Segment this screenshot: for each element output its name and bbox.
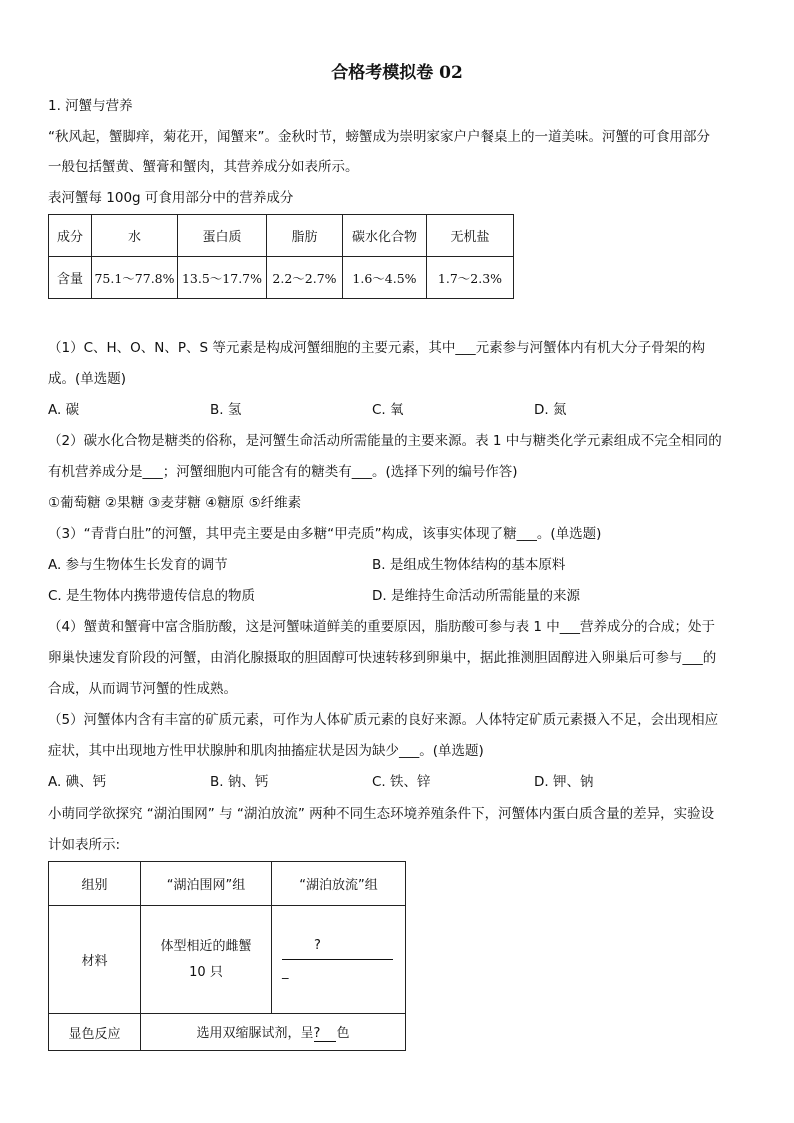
table-cell: 材料 [49,906,141,1014]
reaction-text: 选用双缩脲试剂，呈 [196,1026,314,1041]
option-d: D. 氮 [534,402,567,418]
option-a: A. 碳 [48,402,80,418]
option-b: B. 是组成生物体结构的基本原料 [372,557,566,573]
intro-text: “秋风起，蟹脚痒，菊花开，闻蟹来”。金秋时节，螃蟹成为崇明家家户户餐桌上的一道美味。河蟹的可食用部分 [48,129,710,145]
material-count: 10 只 [189,964,223,980]
subquestion-1: 成。(单选题) [48,371,127,387]
page-title: 合格考模拟卷 02 [331,63,463,83]
table-cell: 含量 [49,257,92,299]
table-caption: 表河蟹每 100g 可食用部分中的营养成分 [48,190,294,206]
table-header-cell: 组别 [49,862,141,906]
subquestion-5: 症状，其中出现地方性甲状腺肿和肌肉抽搐症状是因为缺少___。(单选题) [48,743,484,759]
table-header-cell: 蛋白质 [178,215,267,257]
intro-text: 一般包括蟹黄、蟹膏和蟹肉，其营养成分如表所示。 [48,159,359,175]
table-cell: 显色反应 [49,1014,141,1051]
option-a: A. 参与生物体生长发育的调节 [48,557,228,573]
table-cell: 75.1～77.8% [92,257,178,299]
subquestion-2: （2）碳水化合物是糖类的俗称，是河蟹生命活动所需能量的主要来源。表 1 中与糖类化学元素组成不完全相同的 [48,433,722,449]
table-cell: 1.6～4.5% [343,257,427,299]
option-d: D. 钾、钠 [534,774,594,790]
material-text: 体型相近的雌蟹 [160,938,252,954]
option-d: D. 是维持生命活动所需能量的来源 [372,588,580,604]
option-b: B. 氢 [210,402,242,418]
subquestion-4: （4）蟹黄和蟹膏中富含脂肪酸，这是河蟹味道鲜美的重要原因，脂肪酸可参与表 1 中___营养成分的合成；处于 [48,619,716,635]
option-c: C. 是生物体内携带遗传信息的物质 [48,588,256,604]
table-cell: 2.2～2.7% [267,257,343,299]
reaction-text: 色 [336,1026,350,1041]
table-header-cell: 成分 [49,215,92,257]
table-header-cell: 碳水化合物 [343,215,427,257]
table-cell: 1.7～2.3% [427,257,514,299]
question-heading: 1. 河蟹与营养 [48,98,133,114]
answer-blank-tail: _ [282,965,289,980]
table-header-cell: 水 [92,215,178,257]
option-b: B. 钠、钙 [210,774,269,790]
table-header-cell: “湖泊放流”组 [272,862,406,906]
subquestion-3: （3）“青背白肚”的河蟹，其甲壳主要是由多糖“甲壳质”构成，该事实体现了糖___。(单选题) [48,526,602,542]
subquestion-4: 卵巢快速发育阶段的河蟹，由消化腺摄取的胆固醇可快速转移到卵巢中，据此推测胆固醇进入卵巢后可参与___的 [48,650,717,666]
answer-blank [282,933,405,960]
option-a: A. 碘、钙 [48,774,107,790]
table-cell [141,906,272,1014]
nutrition-table [48,214,514,299]
experiment-table [48,861,406,1051]
subquestion-1: （1）C、H、O、N、P、S 等元素是构成河蟹细胞的主要元素，其中___元素参与河蟹体内有机大分子骨架的构 [48,340,706,356]
subquestion-2: 有机营养成分是___；河蟹细胞内可能含有的糖类有___。(选择下列的编号作答) [48,464,518,480]
option-c: C. 氧 [372,402,404,418]
experiment-text: 计如表所示: [48,837,121,853]
blank-mark: ? [314,933,321,960]
subquestion-4: 合成，从而调节河蟹的性成熟。 [48,681,237,697]
option-c: C. 铁、锌 [372,774,431,790]
table-header-cell: 脂肪 [267,215,343,257]
table-cell [141,1014,406,1051]
subquestion-5: （5）河蟹体内含有丰富的矿质元素，可作为人体矿质元素的良好来源。人体特定矿质元素摄入不足，会出现相应 [48,712,719,728]
blank-mark: ? [313,1026,321,1041]
numbered-choices: ①葡萄糖 ②果糖 ③麦芽糖 ④糖原 ⑤纤维素 [48,495,302,511]
experiment-text: 小萌同学欲探究 “湖泊围网” 与 “湖泊放流” 两种不同生态环境养殖条件下，河蟹体内蛋白质含量的差异，实验设 [48,806,715,822]
table-cell [272,906,406,1014]
table-header-cell: 无机盐 [427,215,514,257]
table-cell: 13.5～17.7% [178,257,267,299]
table-header-cell: “湖泊围网”组 [141,862,272,906]
